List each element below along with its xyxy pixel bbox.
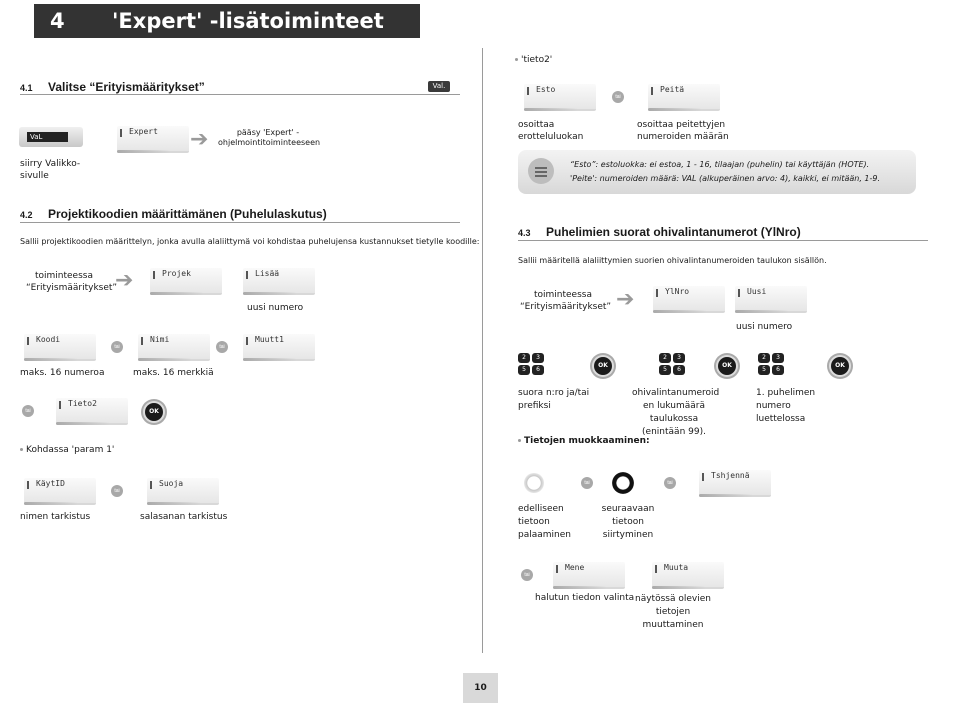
or-icon: tai [612,91,624,103]
peita-key[interactable]: Peitä [648,84,720,111]
param-hint: Kohdassa 'param 1' [20,445,114,455]
page-number: 10 [463,673,498,703]
max-digits: maks. 16 numeroa [20,368,105,378]
column-divider [482,48,483,653]
section-4-3-heading: 4.3 Puhelimien suorat ohivalintanumerot (YlNro) [518,225,801,239]
note-line-1: “Esto”: estoluokka: ei estoa, 1 - 16, tilaajan (puhelin) tai käyttäjän (HOTE). [570,160,870,169]
section-4-2-heading: 4.2 Projektikoodien määrittämänen (Puhelulaskutus) [20,207,327,221]
function-label: toiminteessa “Erityismääritykset” [26,271,118,293]
kaytid-key[interactable]: KäytID [24,478,96,505]
peita-description: osoittaa peitettyjen numeroiden määrän [637,120,729,142]
section-rule [20,94,460,95]
nimi-key[interactable]: Nimi [138,334,210,361]
expert-key[interactable]: Expert [117,126,189,153]
keypad-icon[interactable]: 2 3 5 6 [758,353,786,377]
tieto2-key[interactable]: Tieto2 [56,398,128,425]
val-button[interactable]: Val. [428,81,450,92]
keypad-icon[interactable]: 2 3 5 6 [659,353,687,377]
section-4-3-intro: Sallii määritellä alaliittymien suorien ohivalintanumeroiden taulukon sisällön. [518,256,827,265]
suoja-key[interactable]: Suoja [147,478,219,505]
function-label: toiminteessa “Erityismääritykset” [520,290,612,312]
or-icon: tai [664,477,676,489]
ylnro-key[interactable]: YlNro [653,286,725,313]
new-number-label: uusi numero [736,322,793,332]
name-check: nimen tarkistus [20,512,91,522]
previous-entry-desc: edelliseen tietoon palaaminen [518,504,571,540]
section-4-2-intro: Sallii projektikoodien määrittelyn, jonka avulla alaliittymä voi kohdistaa puhelujensa kustannukset tietylle koodille: [20,237,480,246]
uusi-key[interactable]: Uusi [735,286,807,313]
password-check: salasanan tarkistus [140,512,228,522]
or-icon: tai [521,569,533,581]
previous-nav-icon[interactable] [524,473,544,493]
section-rule [518,240,928,241]
arrow-icon: ➔ [190,127,209,152]
mene-key[interactable]: Mene [553,562,625,589]
phone-display [19,127,83,147]
first-number-desc: 1. puhelimen numero luettelossa [756,388,816,424]
or-icon: tai [111,341,123,353]
ok-button[interactable]: OK [145,403,163,421]
section-4-3-title: Puhelimien suorat ohivalintanumerot (YlNro) [546,225,801,239]
ok-button[interactable]: OK [718,357,736,375]
modify-desc: näytössä olevien tietojen muuttaminen [635,594,711,630]
info-note [518,150,916,194]
or-icon: tai [216,341,228,353]
edit-title: Tietojen muokkaaminen: [518,436,650,446]
arrow-icon: ➔ [115,268,134,293]
count-desc: ohivalintanumeroid en lukumäärä taulukossa (enintään 99). [632,388,720,437]
note-line-2: 'Peite': numeroiden määrä: VAL (alkuperäinen arvo: 4), kaikki, ei mitään, 1-9. [570,174,881,183]
ok-button[interactable]: OK [594,357,612,375]
ok-button[interactable]: OK [831,357,849,375]
phone-screen: VaL [27,132,68,142]
chapter-number: 4 [50,9,65,33]
lisaa-key[interactable]: Lisää [243,268,315,295]
tieto2-label: 'tieto2' [515,55,552,65]
select-desc: halutun tiedon valinta [535,593,635,603]
new-number-label: uusi numero [247,303,304,313]
tshjenna-key[interactable]: Tshjennä [699,470,771,497]
section-4-1-heading: 4.1 Valitse “Erityismääritykset” [20,80,205,94]
or-icon: tai [22,405,34,417]
chapter-header [34,4,420,38]
max-chars: maks. 16 merkkiä [133,368,214,378]
menu-hint: siirry Valikko- sivulle [20,159,81,181]
esto-description: osoittaa erotteluluokan [518,120,584,142]
note-icon [528,158,554,184]
chapter-title: 'Expert' -lisätoiminteet [112,9,384,33]
or-icon: tai [111,485,123,497]
direct-number-desc: suora n:ro ja/tai prefiksi [518,388,590,411]
projek-key[interactable]: Projek [150,268,222,295]
koodi-key[interactable]: Koodi [24,334,96,361]
or-icon: tai [581,477,593,489]
section-4-2-title: Projektikoodien määrittämänen (Puhelulaskutus) [48,207,327,221]
esto-key[interactable]: Esto [524,84,596,111]
next-nav-icon[interactable] [612,472,634,494]
muutt1-key[interactable]: Muutt1 [243,334,315,361]
muuta-key[interactable]: Muuta [652,562,724,589]
access-text: pääsy 'Expert' - ohjelmointitoiminteeseen [218,128,321,147]
section-4-1-title: Valitse “Erityismääritykset” [48,80,205,94]
arrow-icon: ➔ [616,287,635,312]
keypad-icon[interactable]: 2 3 5 6 [518,353,546,377]
next-entry-desc: seuraavaan tietoon siirtyminen [601,504,655,540]
section-rule [20,222,460,223]
